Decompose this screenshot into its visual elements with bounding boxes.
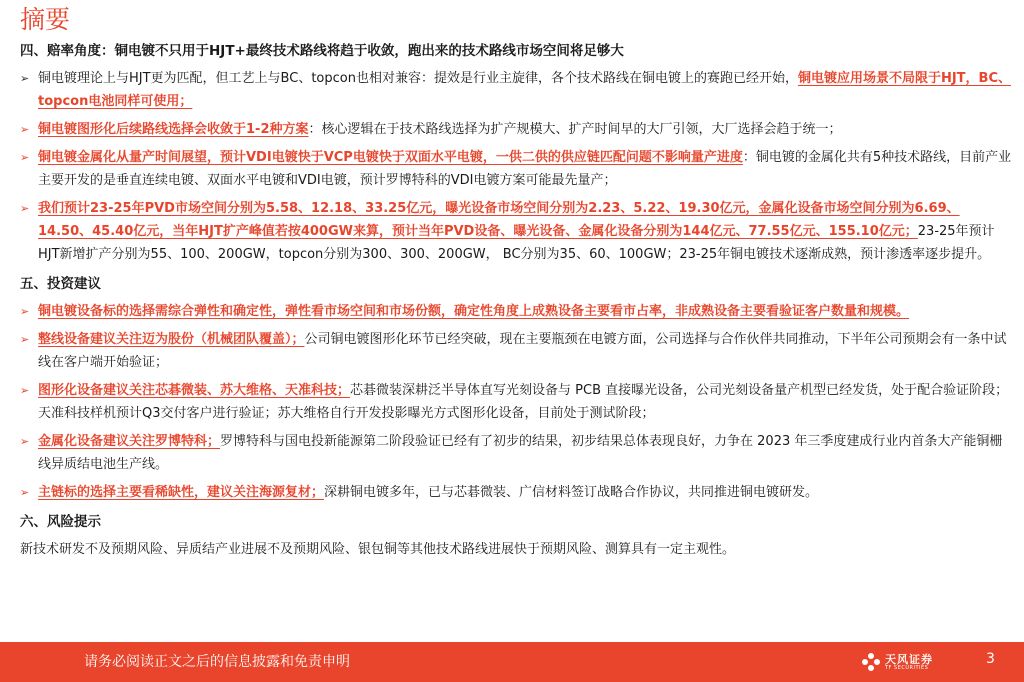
bullet-text: 芯碁微装深耕泛半导体直写光刻设备与 PCB 直接曝光设备，公司光刻设备量产机型已经发货，处于配合验证阶段；天准科技样机预计Q3交付客户进行验证；苏大维格自行开发投影曝光方式图形化设备，目前处于测试阶段；: [38, 383, 1009, 421]
bullet-text: 深耕铜电镀多年，已与芯碁微装、广信材料签订战略合作协议，共同推进铜电镀研发。: [324, 485, 819, 500]
bullet-item: [20, 67, 1012, 113]
bullet-text: 铜电镀理论上与HJT更为匹配，但工艺上与BC、topcon也相对兼容：提效是行业主旋律，各个技术路线在铜电镀上的赛跑已经开始，: [38, 71, 798, 86]
bullet-highlight: 整线设备建议关注迈为股份（机械团队覆盖）；: [38, 332, 305, 347]
bullet-text: 公司铜电镀图形化环节已经突破，现在主要瓶颈在电镀方面，公司选择与合作伙伴共同推动，下半年公司预期会有一条中试线在客户端开始验证；: [38, 332, 1007, 370]
arrow-bullet-icon: ➢: [20, 72, 30, 85]
bullet-item: [20, 300, 1012, 323]
bullet-highlight: 铜电镀应用场景不局限于HJT，BC、topcon电池同样可使用；: [38, 71, 1012, 109]
bullet-item: [20, 430, 1012, 476]
arrow-bullet-icon: ➢: [20, 123, 30, 136]
bullet-highlight: 铜电镀设备标的选择需综合弹性和确定性，弹性看市场空间和市场份额，确定性角度上成熟设备主要看市占率，非成熟设备主要看验证客户数量和规模。: [38, 304, 910, 319]
arrow-bullet-icon: ➢: [20, 151, 30, 164]
section-heading-6: 六、风险提示: [20, 514, 101, 530]
summary-content: [20, 40, 1012, 561]
logo-subtext: TF SECURITIES: [885, 665, 929, 671]
brand-logo: [860, 649, 960, 677]
disclaimer-link[interactable]: 请务必阅读正文之后的信息披露和免责申明: [84, 654, 350, 670]
bullet-highlight: 图形化设备建议关注芯碁微装、苏大维格、天准科技；: [38, 383, 351, 398]
bullet-item: [20, 481, 1012, 504]
page-number: 3: [986, 651, 995, 667]
bullet-text: 罗博特科与国电投新能源第二阶段验证已经有了初步的结果，初步结果总体表现良好，力争在 2023 年三季度建成行业内首条大产能铜栅线异质结电池生产线。: [38, 434, 1003, 472]
arrow-bullet-icon: ➢: [20, 486, 30, 499]
bullet-item: [20, 146, 1012, 192]
risk-text: 新技术研发不及预期风险、异质结产业进展不及预期风险、银包铜等其他技术路线进展快于预期风险、测算具有一定主观性。: [20, 542, 736, 557]
page-title: 摘要: [20, 5, 71, 34]
arrow-bullet-icon: ➢: [20, 384, 30, 397]
section-heading-5: 五、投资建议: [20, 276, 101, 292]
bullet-highlight: 铜电镀图形化后续路线选择会收敛于1-2种方案: [38, 122, 309, 137]
arrow-bullet-icon: ➢: [20, 202, 30, 215]
bullet-highlight: 我们预计23-25年PVD市场空间分别为5.58、12.18、33.25亿元，曝光设备市场空间分别为2.23、5.22、19.30亿元，金属化设备市场空间分别为6.69、14.50、45.40亿元，当年HJT扩产峰值若按400GW来算，预计当年PVD设备、曝光设备、金属化设备分别为144亿元、77.55亿元、155.10亿元；: [38, 201, 960, 239]
bullet-highlight: 铜电镀金属化从量产时间展望，预计VDI电镀快于VCP电镀快于双面水平电镀，一供二供的供应链匹配问题不影响量产进度: [38, 150, 743, 165]
bullet-item: [20, 379, 1012, 425]
tf-securities-logo-icon: [860, 651, 882, 673]
arrow-bullet-icon: ➢: [20, 305, 30, 318]
bullet-highlight: 主链标的选择主要看稀缺性，建议关注海源复材；: [38, 485, 325, 500]
arrow-bullet-icon: ➢: [20, 333, 30, 346]
bullet-item: [20, 328, 1012, 374]
footer-bar: [0, 642, 1024, 682]
bullet-text: 23-25年预计HJT新增扩产分别为55、100、200GW，topcon分别为300、300、200GW， BC分别为35、60、100GW；23-25年铜电镀技术逐渐成熟，预计渗透率逐步提升。: [38, 224, 995, 262]
section-heading-4: 四、赔率角度：铜电镀不只用于HJT+最终技术路线将趋于收敛，跑出来的技术路线市场空间将足够大: [20, 43, 624, 59]
bullet-item: [20, 118, 1012, 141]
bullet-text: ：铜电镀的金属化共有5种技术路线，目前产业主要开发的是垂直连续电镀、双面水平电镀和VDI电镀，预计罗博特科的VDI电镀方案可能最先量产；: [38, 150, 1012, 188]
bullet-highlight: 金属化设备建议关注罗博特科；: [38, 434, 221, 449]
bullet-text: ：核心逻辑在于技术路线选择为扩产规模大、扩产时间早的大厂引领，大厂选择会趋于统一；: [308, 122, 842, 137]
bullet-item: [20, 197, 1012, 266]
arrow-bullet-icon: ➢: [20, 435, 30, 448]
logo-text: 天风证券: [885, 653, 933, 666]
